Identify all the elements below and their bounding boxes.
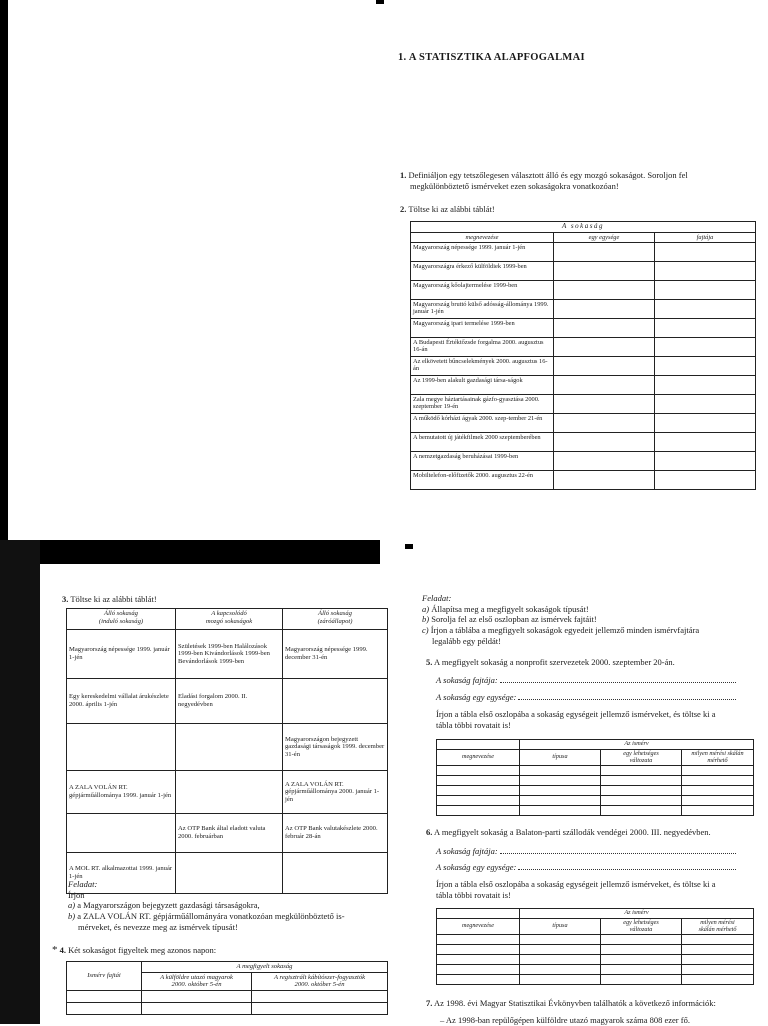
left-dark-band [0,0,8,540]
top-corner-mark [376,0,384,4]
population-table-cell-type[interactable] [655,338,756,357]
q6-table-cell[interactable] [601,945,682,955]
q5-table-cell[interactable] [437,786,520,796]
question-6-egyseg-label: A sokaság egy egysége: [436,862,517,872]
population-table-cell-unit[interactable] [554,300,655,319]
center-dark-band [0,540,380,564]
question-1-text-line2: megkülönböztető ismérveket ezen sokaságokra vonatkozóan! [410,180,619,191]
q6-table-header-scale-line2: skálán mérhető [698,925,737,933]
question-5 [426,657,762,668]
population-table-header-unit: egy egysége [554,232,655,242]
q6-table-cell[interactable] [437,955,520,965]
population-table-cell-unit[interactable] [554,433,655,452]
q6-table-cell[interactable] [682,955,754,965]
q5-table-row [437,796,754,806]
q6-criteria-table [436,908,754,985]
stock-flow-row [67,724,388,771]
question-6-instructions [436,879,762,900]
question-5-instructions [436,709,762,730]
observed-cell[interactable] [252,990,388,1002]
question-5-egyseg-field[interactable] [518,699,736,700]
q5-table-row [437,786,754,796]
q5-table-cell[interactable] [682,806,754,816]
population-table-cell-name: Magyarország bruttó külső adósság-állománya 1999. január 1-jén [411,300,554,319]
population-table-cell-unit[interactable] [554,357,655,376]
q5-table-cell[interactable] [601,776,682,786]
observed-cell[interactable] [67,990,142,1002]
stock-flow-header-initial-line1: Álló sokaság [104,610,138,617]
stock-flow-row [67,630,388,679]
right-task-a-label: a) [422,603,430,614]
right-task-b-label: b) [422,614,430,625]
population-table-cell-name: Magyarország népessége 1999. január 1-jén [411,243,554,262]
question-3-task-b-label: b) [68,910,76,921]
question-6-egyseg [436,862,756,873]
population-table-cell-unit[interactable] [554,262,655,281]
q6-table-row [437,975,754,985]
population-table-cell-name: Magyarország ipari termelése 1999-ben [411,319,554,338]
q6-table-cell[interactable] [601,955,682,965]
stock-flow-cell-flows[interactable] [176,724,283,771]
stock-flow-row [67,771,388,814]
population-table-cell-type[interactable] [655,243,756,262]
stock-flow-header-flows-line2: mozgó sokaságok [205,617,253,625]
population-table-cell-type[interactable] [655,319,756,338]
population-table-cell-unit[interactable] [554,395,655,414]
q6-table-header-variant [601,918,682,935]
population-table-row [411,243,756,262]
q5-table-header-scale [682,749,754,766]
population-table-row [411,338,756,357]
population-table-cell-type[interactable] [655,433,756,452]
right-task-c-text1: Írjon a táblába a megfigyelt sokaságok egyedeit jellemző minden ismérvfajtára [430,624,700,635]
question-4-text: Két sokaságot figyeltek meg azonos napon: [68,945,217,955]
q6-table-cell[interactable] [520,975,601,985]
q5-table-cell[interactable] [682,766,754,776]
q6-table-header-type: típusa [520,918,601,935]
population-table-cell-unit[interactable] [554,414,655,433]
q6-table-row [437,935,754,945]
q5-table-header-name: megnevezése [437,749,520,766]
q5-table-cell[interactable] [520,796,601,806]
center-corner-mark [405,544,413,549]
q5-table-cell[interactable] [601,766,682,776]
population-table-header-type: fajtája [655,232,756,242]
question-4-star: * [52,944,58,956]
right-task-label: Feladat: [422,593,452,603]
population-table-cell-type[interactable] [655,395,756,414]
q5-table-cell[interactable] [601,806,682,816]
observed-cell[interactable] [252,1002,388,1014]
question-5-fajta [436,675,756,686]
question-6-instr-line2: tábla többi rovatait is! [436,889,511,900]
population-table-header-name: megnevezése [411,232,554,242]
population-table-cell-name: A nemzetgazdaság beruházásai 1999-ben [411,452,554,471]
population-table-cell-unit[interactable] [554,281,655,300]
q5-table-cell[interactable] [437,806,520,816]
question-5-egyseg-label: A sokaság egy egysége: [436,692,517,702]
observed-cell[interactable] [67,1002,142,1014]
population-table-row [411,319,756,338]
observed-header-types: Ismérv fajtái [67,962,142,991]
population-table-cell-unit[interactable] [554,452,655,471]
question-6-number: 6. [426,827,433,837]
question-5-number: 5. [426,657,433,667]
population-table-group-header: A sokaság [411,222,756,233]
q5-table-cell[interactable] [520,786,601,796]
population-table-row [411,262,756,281]
question-6-fajta-field[interactable] [500,853,736,854]
question-2-number: 2. [400,204,407,214]
q6-table-cell[interactable] [520,955,601,965]
population-table-row [411,376,756,395]
q6-table-header-variant-line2: változata [629,925,653,933]
q6-table-cell[interactable] [437,975,520,985]
right-task-c-text2: legalább egy példát! [432,635,501,646]
population-table-row [411,300,756,319]
question-4-number: 4. [59,945,66,955]
population-table-cell-name: Magyarország kőolajtermelése 1999-ben [411,281,554,300]
question-5-fajta-field[interactable] [500,682,736,683]
observed-header-drug-users-line1: A regisztrált kábítószer-fogyasztók [273,973,366,981]
q6-table-header-name: megnevezése [437,918,520,935]
population-table-cell-name: A működő kórházi ágyak 2000. szep-tember 21-én [411,414,554,433]
stock-flow-header-flows [176,609,283,630]
q6-table-cell[interactable] [601,975,682,985]
stock-flow-header-final [283,609,388,630]
q6-table-cell[interactable] [520,945,601,955]
q5-table-row [437,776,754,786]
q6-table-empty-corner [437,909,520,919]
observed-cell[interactable] [142,990,252,1002]
q5-table-cell[interactable] [601,786,682,796]
population-table-row [411,471,756,490]
right-task-c [422,625,762,636]
right-task-b-text: Sorolja fel az első oszlopban az ismérvek fajtáit! [431,614,597,625]
question-3-task-a-text: a Magyarországon bejegyzett gazdasági társaságokra, [77,900,260,911]
question-2 [400,204,495,215]
stock-flow-cell-flows: Eladási forgalom 2000. II. negyedévben [176,679,283,724]
q5-table-row [437,806,754,816]
q6-table-cell[interactable] [520,965,601,975]
question-6-fajta [436,846,756,857]
population-table [410,221,756,490]
q5-table-cell[interactable] [682,786,754,796]
question-4 [52,944,216,958]
question-3-task-a-label: a) [68,900,76,911]
population-table-row [411,452,756,471]
stock-flow-cell-flows[interactable] [176,771,283,814]
question-6-instr-line1: Írjon a tábla első oszlopába a sokaság egységeit jellemző ismérveket, és töltse ki a [436,879,716,889]
question-5-fajta-label: A sokaság fajtája: [436,675,498,685]
right-task-a-text: Állapítsa meg a megfigyelt sokaságok típusát! [431,603,589,614]
population-table-row [411,395,756,414]
population-table-row [411,414,756,433]
observed-header-travelers-line2: 2000. október 5-én [171,981,222,989]
q6-table-cell[interactable] [437,945,520,955]
stock-flow-cell-initial[interactable] [67,814,176,853]
chapter-title: 1. A STATISZTIKA ALAPFOGALMAI [398,52,585,63]
question-3-task [68,879,388,932]
population-table-cell-name: Mobiltelefon-előfizetők 2000. augusztus 22-én [411,471,554,490]
q5-table-cell[interactable] [682,796,754,806]
q5-table-cell[interactable] [437,766,520,776]
q6-table-row [437,945,754,955]
q6-table-cell[interactable] [520,935,601,945]
stock-flow-cell-final: Magyarország népessége 1999. december 31-én [283,630,388,679]
observed-populations-table [66,961,388,1015]
population-table-cell-name: A Budapesti Értéktőzsde forgalma 2000. augusztus 16-án [411,338,554,357]
population-table-cell-type[interactable] [655,262,756,281]
question-3-task-irjon: Írjon [68,889,85,900]
question-1-number: 1. [400,170,407,180]
q6-table-header-scale-line1: milyen mérési [700,918,735,926]
population-table-cell-type[interactable] [655,300,756,319]
q5-table-header-variant-line1: egy lehetséges [623,749,659,757]
population-table-cell-unit[interactable] [554,376,655,395]
q5-table-header-scale-line2: mérhető [707,756,728,764]
stock-flow-table [66,608,388,894]
q6-table-header-scale [682,918,754,935]
q6-table-cell[interactable] [601,935,682,945]
stock-flow-cell-initial: A ZALA VOLÁN RT. gépjárműállománya 1999. január 1-jén [67,771,176,814]
right-task-b [422,614,762,625]
question-2-text: Töltse ki az alábbi táblát! [408,204,495,214]
population-table-row [411,433,756,452]
question-5-text: A megfigyelt sokaság a nonprofit szervezetek 2000. szeptember 20-án. [434,657,675,667]
stock-flow-header-flows-line1: A kapcsolódó [211,610,247,617]
population-table-cell-name: Az 1999-ben alakult gazdasági társa-ságok [411,376,554,395]
stock-flow-row [67,814,388,853]
q5-table-cell[interactable] [520,806,601,816]
question-3-task-b [68,911,388,922]
stock-flow-cell-initial: Magyarország népessége 1999. január 1-jén [67,630,176,679]
population-table-cell-unit[interactable] [554,243,655,262]
population-table-cell-unit[interactable] [554,471,655,490]
q5-table-header-variant-line2: változata [629,756,653,764]
q6-table-cell[interactable] [601,965,682,975]
q5-table-row [437,766,754,776]
question-3 [62,594,157,605]
question-3-task-a [68,900,388,911]
question-5-instr-line2: tábla többi rovatait is! [436,719,511,730]
stock-flow-row [67,679,388,724]
stock-flow-cell-final[interactable] [283,679,388,724]
question-1-text-line1: Definiáljon egy tetszőlegesen választott álló és egy mozgó sokaságot. Soroljon fel [408,170,688,180]
question-6-text: A megfigyelt sokaság a Balaton-parti szállodák vendégei 2000. III. negyedévben. [434,827,711,837]
population-table-cell-type[interactable] [655,471,756,490]
q6-table-row [437,965,754,975]
stock-flow-cell-final: A ZALA VOLÁN RT. gépjárműállománya 2000. január 1-jén [283,771,388,814]
stock-flow-cell-flows: Születések 1999-ben Halálozások 1999-ben Kivándorlások 1999-ben Bevándorlások 1999-ben [176,630,283,679]
population-table-cell-type[interactable] [655,452,756,471]
question-6-egyseg-field[interactable] [518,869,736,870]
population-table-cell-name: A bemutatott új játékfilmek 2000 szeptemberében [411,433,554,452]
q6-table-group-header: Az ismérv [520,909,754,919]
population-table-cell-name: Magyarországra érkező külföldiek 1999-ben [411,262,554,281]
question-3-task-b-text1: a ZALA VOLÁN RT. gépjárműállományára vonatkozóan megkülönböztető is- [77,910,345,921]
question-5-egyseg [436,692,756,703]
q5-table-cell[interactable] [437,796,520,806]
right-task-a [422,604,762,615]
question-6 [426,827,762,838]
observed-header-travelers-line1: A külföldre utazó magyarok [160,973,233,981]
question-7-bullet: – Az 1998-ban repülőgépen külföldre utazó magyarok száma 808 ezer fő. [440,1015,690,1025]
q5-table-cell[interactable] [601,796,682,806]
population-table-cell-type[interactable] [655,414,756,433]
stock-flow-cell-initial: Egy kereskedelmi vállalat árukészlete 2000. április 1-jén [67,679,176,724]
q5-table-header-type: típusa [520,749,601,766]
population-table-cell-name: Az elkövetett bűncselekmények 2000. augusztus 16-án [411,357,554,376]
stock-flow-header-initial [67,609,176,630]
question-6-fajta-label: A sokaság fajtája: [436,846,498,856]
population-table-cell-name: Zala megye háztartásainak gázfo-gyasztása 2000. szeptember 19-én [411,395,554,414]
q6-table-cell[interactable] [437,935,520,945]
q5-table-cell[interactable] [437,776,520,786]
stock-flow-cell-final: Az OTP Bank valutakészlete 2000. február 28-án [283,814,388,853]
observed-header-group: A megfigyelt sokaság [142,962,388,973]
q6-table-header-variant-line1: egy lehetséges [623,918,659,926]
question-3-text: Töltse ki az alábbi táblát! [70,594,157,604]
right-task-c-label: c) [422,624,429,635]
q5-table-cell[interactable] [520,766,601,776]
q5-criteria-table [436,739,754,816]
q5-table-header-scale-line1: milyen mérési skálán [691,749,744,757]
population-table-row [411,357,756,376]
stock-flow-header-initial-line2: (induló sokaság) [98,617,144,625]
question-3-task-label: Feladat: [68,879,98,889]
q6-table-cell[interactable] [682,975,754,985]
question-7 [426,998,762,1009]
observed-header-drug-users-line2: 2000. október 5-én [294,981,345,989]
q5-table-group-header: Az ismérv [520,740,754,750]
observed-cell[interactable] [142,1002,252,1014]
q6-table-cell[interactable] [682,945,754,955]
q6-table-row [437,955,754,965]
question-3-task-b-text2: mérveket, és nevezze meg az ismérvek típusát! [78,921,238,932]
stock-flow-cell-initial: A MOL RT. alkalmazottai 1999. január 1-jén [67,853,176,894]
observed-header-travelers [142,972,252,990]
population-table-cell-unit[interactable] [554,319,655,338]
q5-table-header-variant [601,749,682,766]
question-7-number: 7. [426,998,433,1008]
q6-table-cell[interactable] [682,965,754,975]
population-table-cell-type[interactable] [655,376,756,395]
question-7-text: Az 1998. évi Magyar Statisztikai Évkönyvben találhatók a következő információk: [434,998,716,1008]
observed-header-drug-users [252,972,388,990]
stock-flow-cell-initial[interactable] [67,724,176,771]
stock-flow-header-final-line1: Álló sokaság [318,610,352,617]
right-task [422,593,762,646]
population-table-cell-type[interactable] [655,357,756,376]
population-table-cell-unit[interactable] [554,338,655,357]
question-1 [400,170,760,191]
population-table-cell-type[interactable] [655,281,756,300]
q5-table-empty-corner [437,740,520,750]
q5-table-cell[interactable] [682,776,754,786]
stock-flow-cell-final: Magyarországon bejegyzett gazdasági társaságok 1999. december 31-én [283,724,388,771]
left-page-edge [0,540,40,1024]
q6-table-cell[interactable] [682,935,754,945]
stock-flow-header-final-line2: (záróállapot) [317,617,353,625]
question-5-instr-line1: Írjon a tábla első oszlopába a sokaság egységeit jellemző ismérveket, és töltse ki a [436,709,716,719]
stock-flow-cell-flows: Az OTP Bank által eladott valuta 2000. februárban [176,814,283,853]
q5-table-cell[interactable] [520,776,601,786]
q6-table-cell[interactable] [437,965,520,975]
question-3-number: 3. [62,594,69,604]
population-table-row [411,281,756,300]
